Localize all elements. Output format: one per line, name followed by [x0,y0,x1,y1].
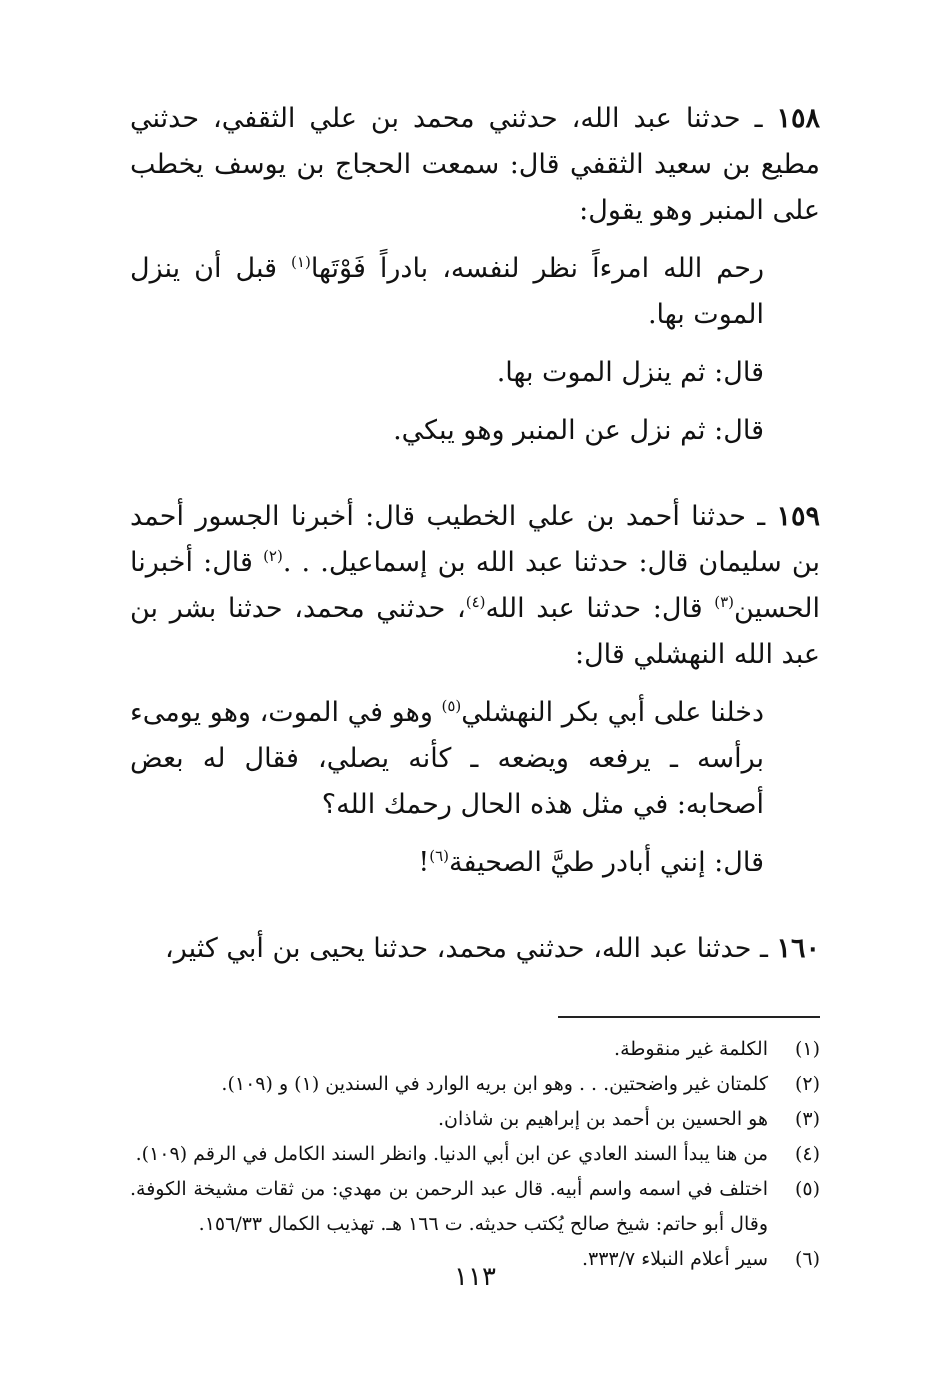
footnote-ref: (٤) [465,593,486,611]
hadith-number: ١٦٠ [776,933,820,964]
document-page [130,96,820,1336]
hadith-text: ـ حدثنا عبد الله، حدثني محمد بن علي الثقفي، حدثني مطيع بن سعيد الثقفي قال: سمعت الحجاج بن يوسف يخطب على المنبر وهو يقول: [130,103,820,226]
hadith-158-quote [130,246,820,338]
footnote-text: الكلمة غير منقوطة. [614,1038,768,1060]
hadith-text: ـ حدثنا عبد الله، حدثني محمد، حدثنا يحيى بن أبي كثير، [165,933,777,964]
footnote-text: سير أعلام النبلاء ٣٣٣/٧. [581,1248,768,1270]
hadith-160-intro [130,926,820,972]
hadith-number: ١٥٨ [776,103,820,134]
reply-text: قال: إنني أبادر طيَّ الصحيفة [449,847,764,878]
reply-text: ! [418,847,430,878]
footnotes [130,1032,820,1277]
story-text: وهو في الموت، وهو يومىء برأسه ـ يرفعه ويضعه ـ كأنه يصلي، فقال له بعض أصحابه: في مثل هذه الحال رحمك الله؟ [130,697,764,820]
footnote-number: (١) [794,1038,820,1060]
footnote-ref: (٥) [441,697,462,715]
footnote-item [130,1032,820,1067]
page-number: ١١٣ [454,1262,496,1292]
quote-text: قبل أن ينزل الموت بها. [130,253,764,330]
quote-text: رحم الله امرءاً نظر لنفسه، بادراً فَوْتَها [310,253,764,284]
footnote-item [130,1102,820,1137]
footnote-ref: (١) [291,253,311,271]
footnote-number: (٢) [794,1073,820,1095]
footnote-divider [558,1016,820,1018]
footnote-number: (٦) [794,1248,820,1270]
hadith-text: قال: حدثنا عبد الله [485,593,715,624]
hadith-159-reply [130,840,820,886]
hadith-159-story [130,690,820,828]
hadith-158-line-3: قال: ثم نزل عن المنبر وهو يبكي. [393,415,764,446]
footnote-item [130,1067,820,1102]
hadith-text: ـ حدثنا أحمد بن علي الخطيب قال: أخبرنا الجسور أحمد بن سليمان قال: حدثنا عبد الله بن إسماعيل. . . [130,501,820,578]
hadith-158-intro [130,96,820,234]
footnote-number: (٥) [794,1178,820,1200]
footnote-number: (٤) [794,1143,820,1165]
footnote-ref: (٢) [263,547,283,565]
hadith-158-line-2: قال: ثم ينزل الموت بها. [496,357,764,388]
footnote-text: كلمتان غير واضحتين. . . وهو ابن بريه الوارد في السندين (١) و (١٠٩). [221,1073,768,1095]
footnote-item [130,1172,820,1242]
footnote-ref: (٣) [714,593,735,611]
hadith-159-chain [130,494,820,678]
footnote-text: هو الحسين بن أحمد بن إبراهيم بن شاذان. [438,1108,768,1130]
hadith-text: ، حدثني محمد، حدثنا بشر بن عبد الله النهشلي قال: [130,593,820,670]
footnote-text: اختلف في اسمه واسم أبيه. قال عبد الرحمن بن مهدي: من ثقات مشيخة الكوفة. وقال أبو حاتم: شيخ صالح يُكتب حديثه. ت ١٦٦ هـ. تهذيب الكمال ١٥٦/٣٣. [130,1178,768,1235]
hadith-number: ١٥٩ [776,501,820,532]
hadith-text: قال: أخبرنا الحسين [130,547,820,624]
footnote-number: (٣) [794,1108,820,1130]
footnote-ref: (٦) [429,847,449,865]
footnote-item [130,1137,820,1172]
footnote-text: من هنا يبدأ السند العادي عن ابن أبي الدنيا. وانظر السند الكامل في الرقم (١٠٩). [135,1143,768,1165]
story-text: دخلنا على أبي بكر النهشلي [461,697,764,728]
